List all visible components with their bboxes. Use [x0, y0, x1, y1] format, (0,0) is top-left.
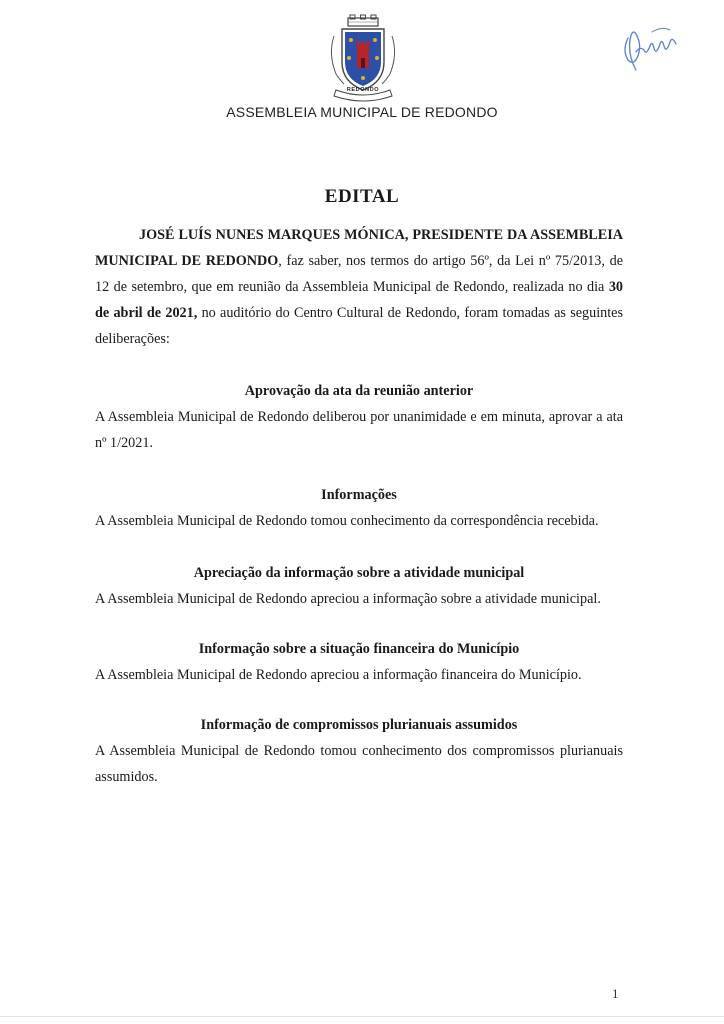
section-body: A Assembleia Municipal de Redondo apreciou a informação financeira do Município. [95, 667, 582, 683]
section-approval [95, 378, 623, 456]
president-name: JOSÉ LUÍS NUNES MARQUES MÓNICA, PRESIDENTE DA ASSEMBLEIA MUNICIPAL DE REDONDO [95, 227, 623, 269]
document-title: EDITAL [324, 186, 400, 207]
section-title: Informação de compromissos plurianuais assumidos [200, 717, 518, 733]
section-title: Apreciação da informação sobre a atividade municipal [193, 565, 525, 581]
section-title: Aprovação da ata da reunião anterior [244, 383, 474, 399]
intro-paragraph [95, 222, 623, 352]
section-municipal-activity [95, 560, 623, 612]
section-multiyear-commitments [95, 712, 623, 790]
section-body: A Assembleia Municipal de Redondo tomou conhecimento dos compromissos plurianuais assumidos. [95, 743, 623, 785]
section-body: A Assembleia Municipal de Redondo deliberou por unanimidade e em minuta, aprovar a ata nº 1/2021. [95, 409, 623, 451]
page-number: 1 [612, 986, 619, 1001]
bottom-divider [0, 1016, 724, 1017]
section-title: Informação sobre a situação financeira do Município [198, 641, 520, 657]
section-body: A Assembleia Municipal de Redondo apreciou a informação sobre a atividade municipal. [95, 591, 601, 607]
crest-motto: REDONDO [346, 87, 380, 93]
section-financial-situation [95, 636, 623, 688]
intro-text-1: , faz saber, nos termos do artigo 56º, da Lei nº 75/2013, de 12 de setembro, que em reunião da Assembleia Municipal de Redondo, realizada no dia [95, 253, 623, 295]
section-title: Informações [321, 487, 397, 503]
section-body: A Assembleia Municipal de Redondo tomou conhecimento da correspondência recebida. [95, 513, 599, 529]
intro-text-2: no auditório do Centro Cultural de Redondo, foram tomadas as seguintes deliberações: [95, 305, 623, 347]
meeting-date: 30 de abril de 2021, [95, 279, 623, 321]
signature-icon [618, 20, 692, 76]
assembly-header: ASSEMBLEIA MUNICIPAL DE REDONDO [226, 104, 498, 120]
section-informations [95, 482, 623, 534]
